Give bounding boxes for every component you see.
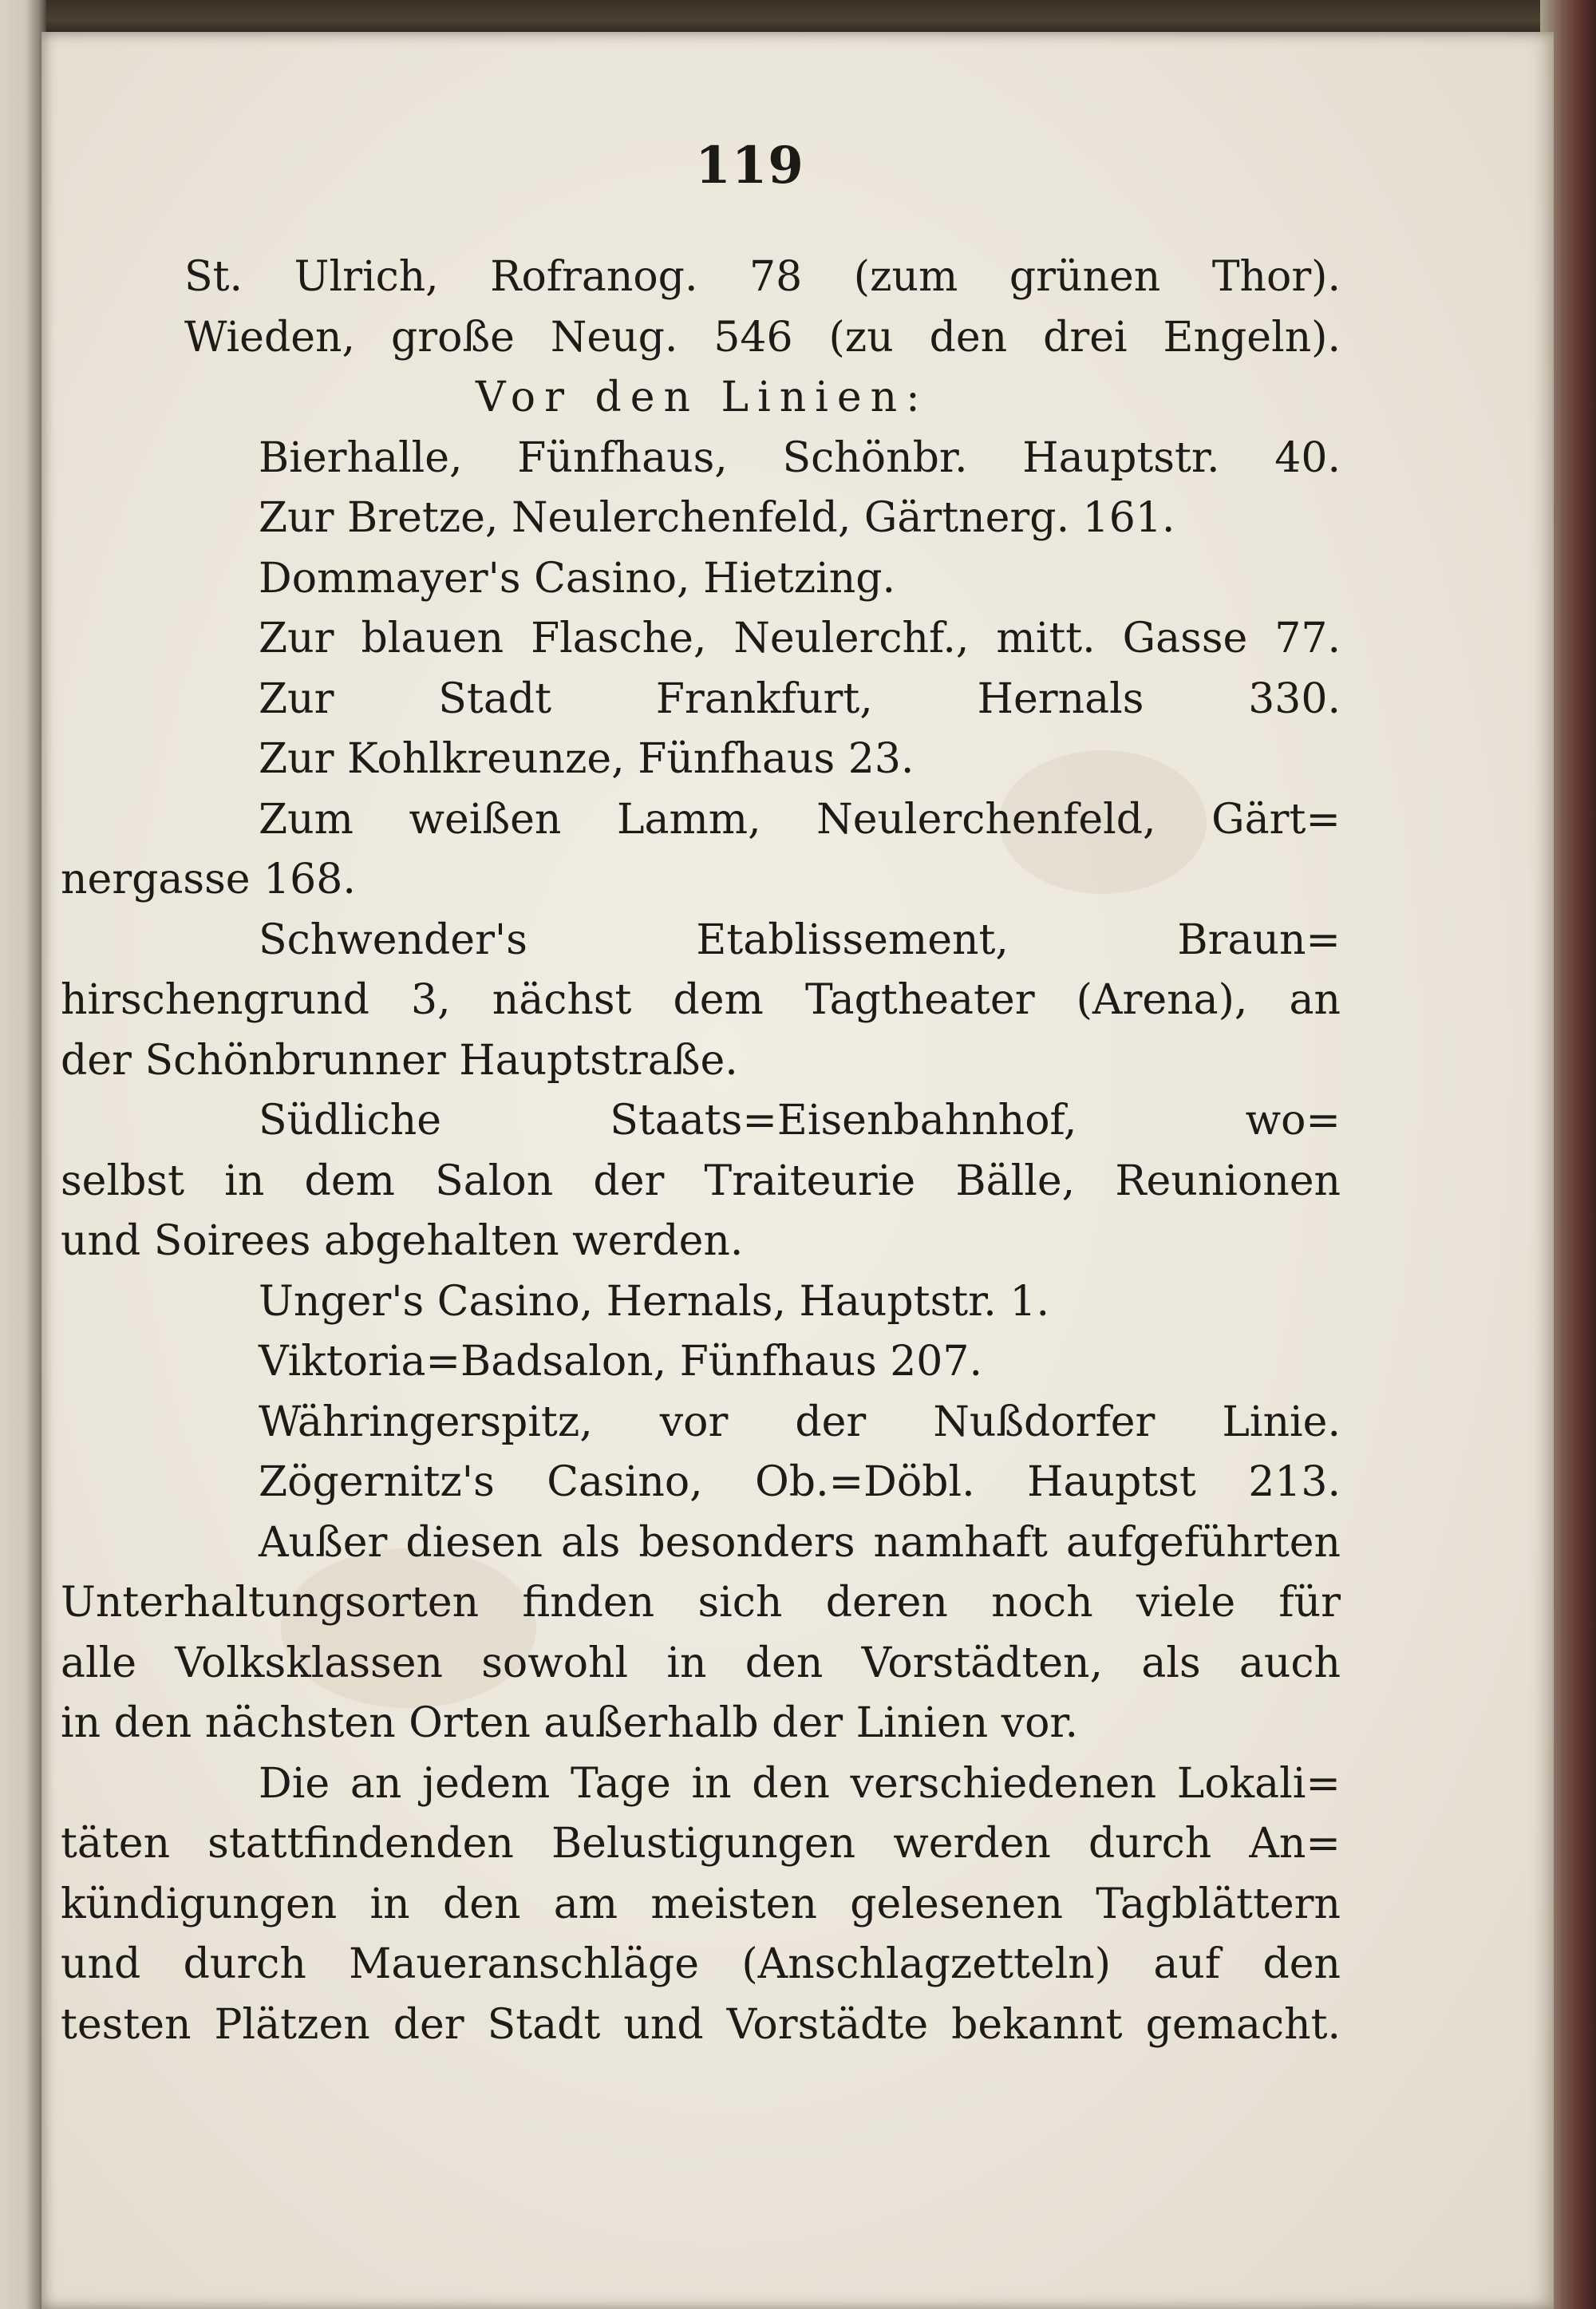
text-line: Wieden, große Neug. 546 (zu den drei Engeln). (184, 313, 1341, 362)
text-line: Bierhalle, Fünfhaus, Schönbr. Hauptstr. 40. (259, 433, 1341, 482)
text-line: Zögernitz's Casino, Ob.=Döbl. Hauptst 213. (259, 1458, 1341, 1506)
book-page (41, 32, 1554, 2309)
text-line: Währingerspitz, vor der Nußdorfer Linie. (259, 1398, 1341, 1446)
text-line: Unger's Casino, Hernals, Hauptstr. 1. (259, 1277, 1049, 1326)
text-line: täten stattfindenden Belustigungen werden durch An= (61, 1820, 1341, 1868)
text-line: Zum weißen Lamm, Neulerchenfeld, Gärt= (259, 795, 1341, 844)
text-line: Die an jedem Tage in den verschiedenen Lokali= (259, 1759, 1341, 1808)
body-text (61, 247, 1341, 2055)
text-line: Unterhaltungsorten finden sich deren noch viele für (61, 1579, 1341, 1627)
text-line: Zur Kohlkreunze, Fünfhaus 23. (259, 735, 915, 783)
text-line: und Soirees abgehalten werden. (61, 1217, 744, 1265)
text-line: Zur Stadt Frankfurt, Hernals 330. (259, 674, 1341, 723)
text-line: Dommayer's Casino, Hietzing. (259, 554, 896, 603)
text-line: Außer diesen als besonders namhaft aufgeführten (259, 1518, 1341, 1567)
text-line: selbst in dem Salon der Traiteurie Bälle, Reunionen (61, 1156, 1341, 1205)
text-line: nergasse 168. (61, 856, 356, 903)
page-gutter (0, 0, 46, 2309)
text-line: in den nächsten Orten außerhalb der Linien vor. (61, 1699, 1079, 1747)
text-line: Viktoria=Badsalon, Fünfhaus 207. (259, 1338, 983, 1386)
text-line: kündigungen in den am meisten gelesenen Tagblättern (61, 1880, 1341, 1928)
text-line: hirschengrund 3, nächst dem Tagtheater (Arena), an (61, 976, 1341, 1024)
page-number: 119 (695, 136, 804, 196)
text-line: Zur blauen Flasche, Neulerchf., mitt. Gasse 77. (259, 615, 1341, 662)
text-line: Schwender's Etablissement, Braun= (259, 915, 1341, 964)
text-line: Südliche Staats=Eisenbahnhof, wo= (259, 1097, 1341, 1145)
text-line: und durch Maueranschläge (Anschlagzetteln) auf den (61, 1940, 1341, 1988)
cover-edge (0, 0, 1596, 34)
text-line: testen Plätzen der Stadt und Vorstädte bekannt gemacht. (61, 2000, 1341, 2049)
text-line: alle Volksklassen sowohl in den Vorstädten, als auch (61, 1639, 1341, 1687)
text-line: Zur Bretze, Neulerchenfeld, Gärtnerg. 161. (259, 494, 1175, 542)
text-line: St. Ulrich, Rofranog. 78 (zum grünen Thor). (184, 253, 1341, 301)
section-heading: Vor den Linien: (476, 374, 929, 421)
text-line: der Schönbrunner Hauptstraße. (61, 1036, 738, 1085)
